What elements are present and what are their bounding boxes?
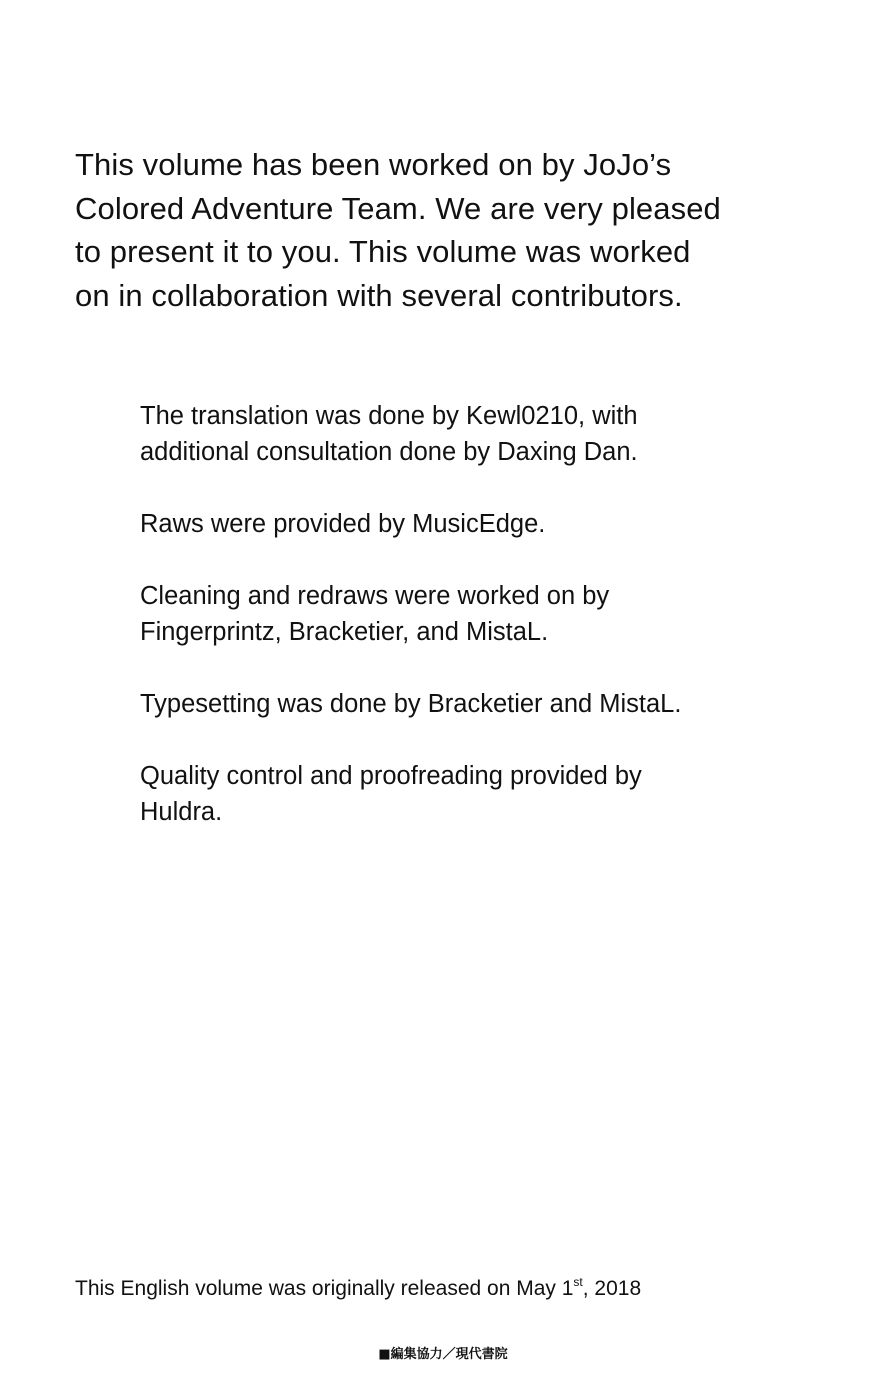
release-year: , 2018 [582, 1277, 642, 1300]
credit-line: Cleaning and redraws were worked on by [140, 582, 610, 610]
intro-line: Colored Adventure Team. We are very pleased [75, 190, 721, 226]
credit-line: Fingerprintz, Bracketier, and MistaL. [140, 618, 549, 646]
credit-line: Quality control and proofreading provided by [140, 762, 642, 790]
credit-quality-control [140, 758, 820, 830]
intro-line: to present it to you. This volume was worked [75, 234, 691, 269]
credit-line: Raws were provided by MusicEdge. [140, 510, 546, 538]
credit-typesetting [140, 686, 820, 722]
release-ordinal: st [573, 1275, 583, 1289]
intro-paragraph [75, 143, 795, 317]
credit-translation [140, 398, 820, 470]
intro-line: on in collaboration with several contributors. [75, 277, 683, 313]
credit-line: Huldra. [140, 798, 223, 826]
credit-line: Typesetting was done by Bracketier and MistaL. [140, 690, 682, 718]
credit-cleaning [140, 578, 820, 650]
editorial-cooperation-credit: ■編集協力／現代書院 [378, 1347, 508, 1362]
credit-line: The translation was done by Kewl0210, with [140, 402, 638, 430]
credit-line: additional consultation done by Daxing Dan. [140, 438, 638, 466]
release-prefix: This English volume was originally released on May 1 [75, 1277, 574, 1300]
credits-list [140, 398, 820, 866]
credit-raws [140, 506, 820, 542]
release-note [75, 1275, 641, 1303]
intro-line: This volume has been worked on by JoJo’s [75, 147, 672, 182]
